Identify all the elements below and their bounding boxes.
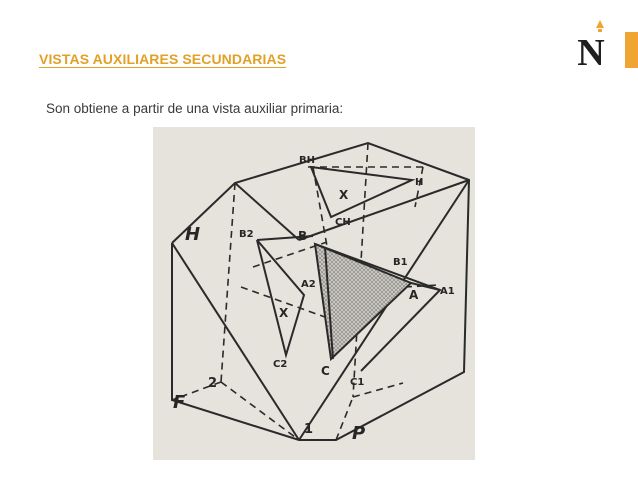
top-view-triangle — [311, 167, 412, 217]
projection-box — [172, 143, 469, 440]
label-f: F — [173, 392, 186, 413]
accent-bar — [625, 32, 638, 68]
logo-arrow-icon — [596, 20, 604, 28]
label-h: H — [185, 224, 201, 245]
label-a2: A2 — [301, 279, 316, 290]
label-c: C — [321, 364, 330, 378]
label-b-flap: BH — [299, 155, 315, 166]
label-b1: B1 — [393, 257, 408, 268]
label-1: 1 — [304, 422, 314, 437]
label-c-flap: CH — [335, 217, 351, 228]
label-a: A — [409, 288, 419, 302]
label-x-front: X — [279, 306, 289, 320]
label-x-top: X — [339, 188, 349, 202]
label-c1: C1 — [350, 377, 365, 388]
label-p: P — [352, 423, 366, 444]
label-h-flap: H — [415, 177, 424, 188]
label-c2: C2 — [273, 359, 288, 370]
label-a1: A1 — [440, 286, 455, 297]
slide-subtitle: Son obtiene a partir de una vista auxiliar primaria: — [46, 101, 344, 116]
auxiliary-views-diagram — [153, 127, 475, 460]
university-logo-icon — [571, 18, 611, 72]
label-b: B — [298, 229, 308, 243]
slide-title: VISTAS AUXILIARES SECUNDARIAS — [39, 51, 287, 67]
label-b2: B2 — [239, 229, 254, 240]
logo-letter: N — [577, 32, 605, 72]
label-2: 2 — [208, 376, 218, 391]
